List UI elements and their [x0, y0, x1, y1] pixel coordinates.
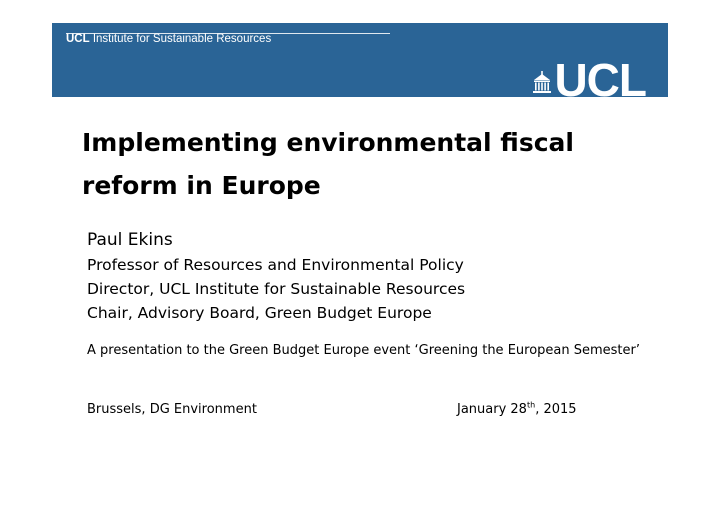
presenter-block	[87, 227, 647, 325]
event-date	[457, 402, 577, 417]
presenter-name: Paul Ekins	[87, 230, 173, 250]
date-suffix: th	[526, 400, 536, 410]
presenter-role: Director, UCL Institute for Sustainable Resources	[87, 280, 466, 298]
slide-title: Implementing environmental fiscal reform in Europe	[82, 128, 574, 200]
presenter-role: Professor of Resources and Environmental Policy	[87, 256, 464, 274]
portico-icon	[533, 71, 551, 93]
institute-prefix: UCL	[66, 33, 90, 45]
presenter-role: Chair, Advisory Board, Green Budget Europe	[87, 304, 432, 322]
ucl-logo	[533, 54, 646, 106]
header-banner	[52, 23, 668, 106]
event-location: Brussels, DG Environment	[87, 402, 257, 417]
date-year: , 2015	[535, 402, 577, 417]
ucl-logo-text: UCL	[554, 54, 646, 106]
date-month-day: January 28	[457, 402, 527, 417]
institute-name	[66, 33, 271, 45]
presentation-note: A presentation to the Green Budget Europe event ‘Greening the European Semester’	[87, 343, 641, 358]
institute-label: Institute for Sustainable Resources	[92, 33, 272, 45]
